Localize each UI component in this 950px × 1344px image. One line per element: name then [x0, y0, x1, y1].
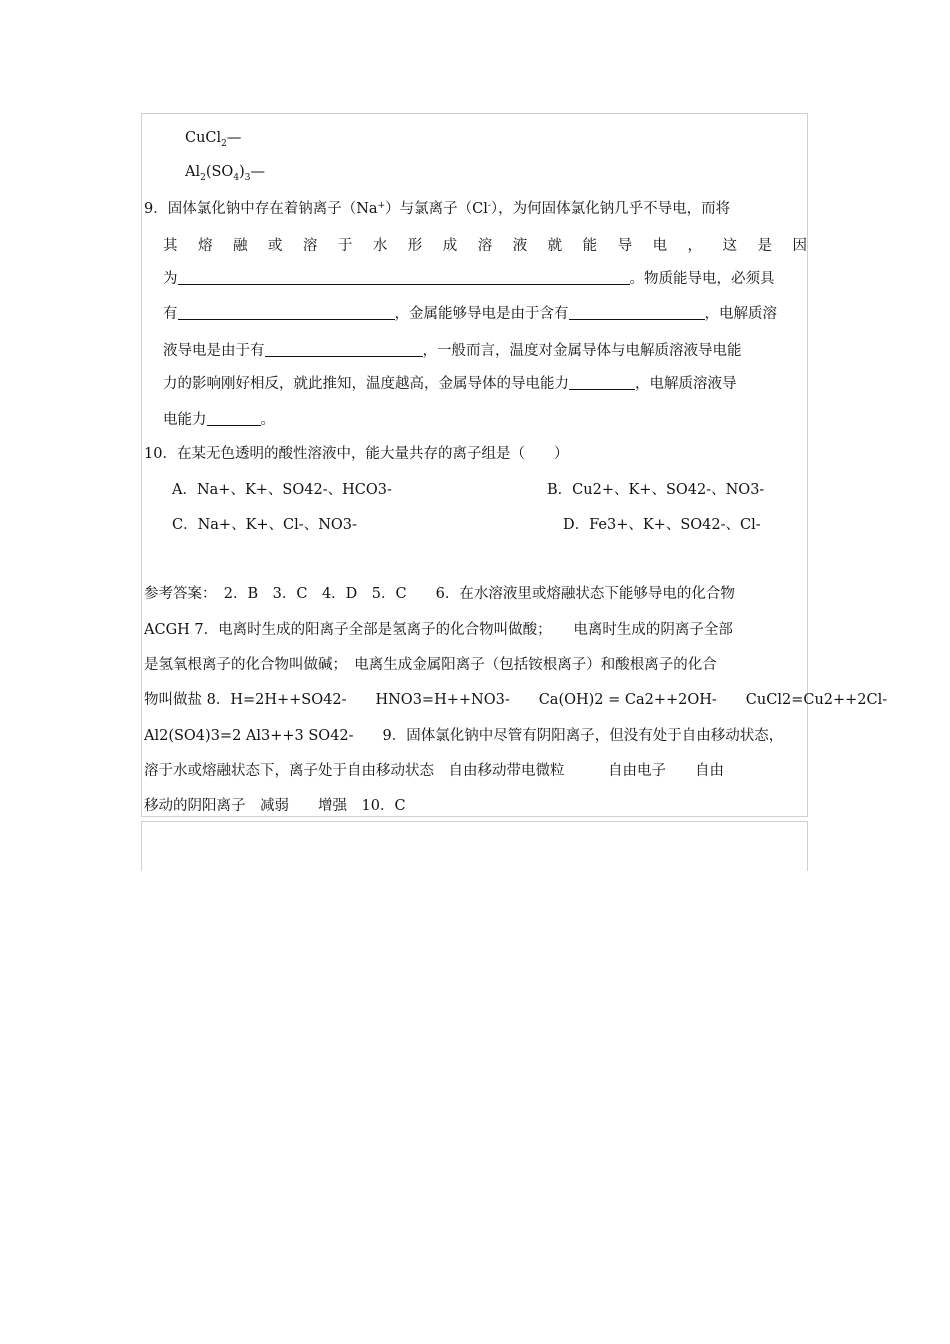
q8-cucl2: CuCl$_2$—	[185, 130, 242, 149]
q9-line-2-char: 溶	[302, 238, 318, 254]
answer-blank[interactable]	[569, 305, 705, 320]
q9-line-2-char: ，	[687, 238, 703, 254]
q10-option-a[interactable]: A．Na+、K+、SO42-、HCO3-	[172, 482, 392, 498]
q9-line-2-char: 能	[582, 238, 598, 254]
answer-blank[interactable]	[178, 270, 630, 285]
answer-line-6: 溶于水或熔融状态下，离子处于自由移动状态 自由移动带电微粒 自由电子 自由	[144, 763, 724, 779]
q9-line-6: 力的影响刚好相反，就此推知，温度越高，金属导体的导电能力 ，电解质溶液导	[163, 376, 737, 392]
answer-line-2: ACGH 7．电离时生成的阳离子全部是氢离子的化合物叫做酸； 电离时生成的阴离子全部	[144, 622, 733, 638]
answer-line-3: 是氢氧根离子的化合物叫做碱； 电离生成金属阳离子（包括铵根离子）和酸根离子的化合	[144, 657, 717, 673]
next-page-frame	[141, 821, 808, 871]
q10-option-b[interactable]: B．Cu2+、K+、SO42-、NO3-	[547, 482, 765, 498]
answer-line-5: Al2(SO4)3=2 Al3++3 SO42- 9．固体氯化钠中尽管有阴阳离子，但没有处于自由移动状态，	[144, 728, 784, 744]
q9-line-2-char: 成	[442, 238, 458, 254]
q9-line-2-char: 形	[407, 238, 423, 254]
q9-line-2-char: 熔	[197, 238, 213, 254]
q9-line-2-char: 电	[652, 238, 668, 254]
q9-line-5: 液导电是由于有 ，一般而言，温度对金属导体与电解质溶液导电能	[163, 343, 742, 359]
q9-line-2-char: 其	[163, 238, 178, 254]
answer-line-7: 移动的阴阳离子 减弱 增强 10．C	[144, 798, 406, 814]
q9-line-2-char: 因	[792, 238, 807, 254]
q9-line-3: 为 。物质能导电，必须具	[163, 271, 775, 287]
answer-line-4: 物叫做盐 8．H=2H++SO42- HNO3=H++NO3- Ca(OH)2 = Ca2++2OH- CuCl2=Cu2++2Cl-	[144, 692, 888, 708]
q9-line-2-char: 导	[617, 238, 633, 254]
q9-line-7: 电能力 。	[163, 412, 275, 428]
q9-line-4: 有 ，金属能够导电是由于含有 ，电解质溶	[163, 306, 777, 322]
q9-line-2-char: 或	[267, 238, 283, 254]
q9-line-2-char: 水	[372, 238, 388, 254]
answer-blank[interactable]	[178, 305, 395, 320]
q9-line-2-char: 融	[232, 238, 248, 254]
q9-line-1: 9．固体氯化钠中存在着钠离子（Na+）与氯离子（Cl-），为何固体氯化钠几乎不导电，而将	[144, 201, 731, 217]
answer-blank[interactable]	[569, 375, 635, 390]
answer-blank[interactable]	[265, 342, 423, 357]
q10-option-d[interactable]: D．Fe3+、K+、SO42-、Cl-	[563, 517, 761, 533]
q9-line-2-char: 液	[512, 238, 528, 254]
q10-stem: 10．在某无色透明的酸性溶液中，能大量共存的离子组是（ ）	[144, 446, 569, 462]
q9-line-2-char: 这	[722, 238, 737, 254]
q9-line-2	[163, 236, 807, 256]
q9-line-2-char: 溶	[477, 238, 493, 254]
q8-al2so43: $Al_2(SO_4)_3—$	[185, 164, 265, 183]
q9-line-2-char: 于	[337, 238, 353, 254]
q9-line-2-char: 是	[757, 238, 772, 254]
answer-blank[interactable]	[207, 411, 261, 426]
q10-option-c[interactable]: C．Na+、K+、Cl-、NO3-	[172, 517, 357, 533]
answer-line-1: 参考答案： 2．B 3．C 4．D 5．C 6．在水溶液里或熔融状态下能够导电的化合物	[144, 586, 735, 602]
q9-line-2-char: 就	[547, 238, 563, 254]
